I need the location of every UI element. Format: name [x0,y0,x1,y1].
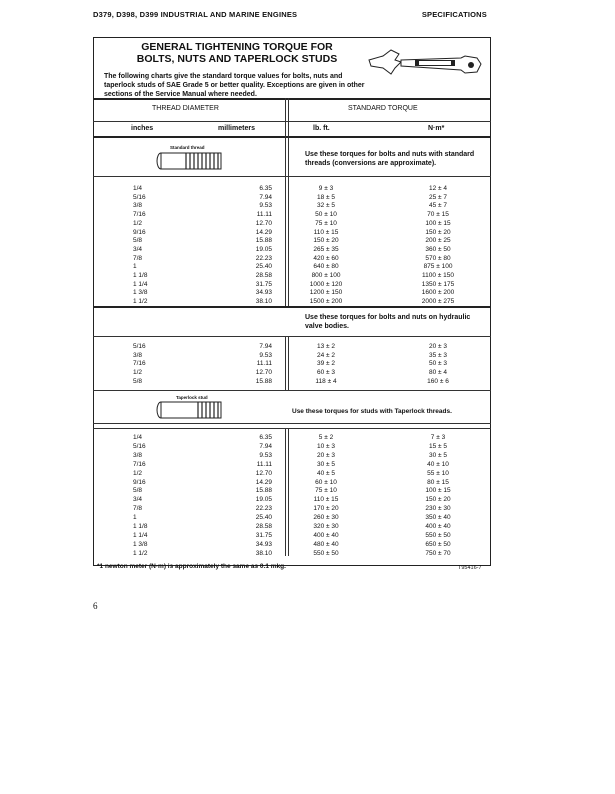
inches-cell: 3/8 [133,451,143,459]
header-inches: inches [131,125,154,132]
millimeters-cell: 34.93 [255,540,272,548]
millimeters-cell: 7.94 [259,193,272,201]
inches-cell: 1 1/8 [133,272,148,279]
inches-cell: 1 1/8 [133,523,148,530]
millimeters-cell: 14.29 [255,228,272,236]
millimeters-cell: 9.53 [259,451,272,459]
lb-ft-cell: 1200 ± 150 [309,289,343,297]
lb-ft-cell: 20 ± 3 [316,451,336,459]
standard-thread-icon [156,152,224,170]
table-title-line-2: BOLTS, NUTS AND TAPERLOCK STUDS [136,53,338,65]
lb-ft-cell: 170 ± 20 [313,505,339,513]
lb-ft-cell: 640 ± 80 [313,263,339,271]
table-row [0,378,615,388]
lb-ft-cell: 60 ± 3 [316,369,336,377]
newton-meters-cell: 45 ± 7 [428,202,448,210]
lb-ft-cell: 550 ± 50 [313,549,339,557]
inches-cell: 5/16 [133,193,146,201]
millimeters-cell: 12.70 [255,219,272,227]
inches-cell: 7/8 [133,254,143,262]
lb-ft-cell: 18 ± 5 [316,193,336,201]
inches-cell: 1 3/8 [133,540,148,548]
running-header-right: SPECIFICATIONS [421,10,487,19]
newton-meters-cell: 230 ± 30 [425,505,451,513]
lb-ft-cell: 110 ± 15 [313,228,339,236]
inches-cell: 1 1/2 [133,298,148,306]
lb-ft-cell: 39 ± 2 [316,360,336,368]
table-row [0,550,615,560]
newton-meters-cell: 2000 ± 275 [421,298,455,306]
inches-cell: 1/2 [133,469,143,477]
header-lb-ft: lb. ft. [313,125,330,132]
footnote: *1 newton meter (N·m) is approximately the same as 0.1 mkg. [97,563,286,570]
lb-ft-cell: 260 ± 30 [313,514,339,522]
millimeters-cell: 6.35 [259,185,272,192]
lb-ft-cell: 50 ± 10 [315,211,337,219]
millimeters-cell: 9.53 [259,351,272,359]
inches-cell: 3/8 [133,351,143,359]
millimeters-cell: 28.58 [255,523,272,530]
lb-ft-cell: 118 ± 4 [315,377,337,385]
millimeters-cell: 12.70 [255,369,272,377]
millimeters-cell: 15.88 [255,377,272,385]
millimeters-cell: 6.35 [259,434,272,441]
millimeters-cell: 15.88 [255,487,272,495]
newton-meters-cell: 150 ± 20 [425,496,451,504]
inches-cell: 7/16 [133,360,146,368]
inches-cell: 5/16 [133,343,146,350]
millimeters-cell: 12.70 [255,469,272,477]
inches-cell: 5/16 [133,442,146,450]
newton-meters-cell: 20 ± 3 [428,343,448,350]
lb-ft-cell: 110 ± 15 [313,496,339,504]
inches-cell: 7/16 [133,211,146,219]
inches-cell: 3/4 [133,496,143,504]
millimeters-cell: 11.11 [256,360,272,368]
lb-ft-cell: 9 ± 3 [318,185,334,192]
newton-meters-cell: 30 ± 5 [428,451,448,459]
lb-ft-cell: 800 ± 100 [311,272,341,279]
lb-ft-cell: 30 ± 5 [316,460,336,468]
newton-meters-cell: 1600 ± 200 [421,289,455,297]
inches-cell: 9/16 [133,478,146,486]
millimeters-cell: 31.75 [255,531,272,539]
millimeters-cell: 14.29 [255,478,272,486]
newton-meters-cell: 160 ± 6 [427,377,449,385]
figure-code: T95416-7 [458,565,482,571]
lb-ft-cell: 40 ± 5 [316,469,336,477]
header-millimeters: millimeters [218,125,255,132]
newton-meters-cell: 350 ± 40 [425,514,451,522]
lb-ft-cell: 320 ± 30 [313,523,339,530]
millimeters-cell: 19.05 [255,245,272,253]
intro-paragraph: The following charts give the standard torque values for bolts, nuts and taperlock studs of SAE Grade 5 or better quality. Exceptions are given in other sections of the Service Manual where needed. [104,73,365,98]
newton-meters-cell: 70 ± 15 [427,211,449,219]
lb-ft-cell: 13 ± 2 [316,343,336,350]
lb-ft-cell: 1500 ± 200 [309,298,343,306]
millimeters-cell: 31.75 [255,280,272,288]
newton-meters-cell: 360 ± 50 [425,245,451,253]
table-row [0,298,615,308]
newton-meters-cell: 400 ± 40 [425,523,451,530]
inches-cell: 1 [133,514,137,522]
newton-meters-cell: 12 ± 4 [428,185,448,192]
newton-meters-cell: 35 ± 3 [428,351,448,359]
newton-meters-cell: 750 ± 70 [425,549,451,557]
lb-ft-cell: 75 ± 10 [315,219,337,227]
millimeters-cell: 38.10 [255,298,272,306]
lb-ft-cell: 1000 ± 120 [309,280,343,288]
newton-meters-cell: 1100 ± 150 [421,272,454,279]
newton-meters-cell: 200 ± 25 [425,237,451,245]
millimeters-cell: 15.88 [255,237,272,245]
millimeters-cell: 28.58 [255,272,272,279]
inches-cell: 1 1/4 [133,280,148,288]
newton-meters-cell: 80 ± 15 [427,478,449,486]
inches-cell: 5/8 [133,377,143,385]
inches-cell: 1/2 [133,369,143,377]
lb-ft-cell: 265 ± 35 [313,245,339,253]
standard-thread-note: Use these torques for bolts and nuts with standard threads (conversions are approximate). [305,151,475,167]
newton-meters-cell: 25 ± 7 [428,193,448,201]
newton-meters-cell: 100 ± 15 [425,487,451,495]
inches-cell: 1 3/8 [133,289,148,297]
newton-meters-cell: 875 ± 100 [423,263,453,271]
header-thread-diameter: THREAD DIAMETER [152,105,219,112]
inches-cell: 5/8 [133,487,143,495]
standard-thread-label: Standard thread [170,145,205,150]
millimeters-cell: 7.94 [259,442,272,450]
newton-meters-cell: 650 ± 50 [425,540,451,548]
inches-cell: 1/2 [133,219,143,227]
inches-cell: 7/16 [133,460,146,468]
newton-meters-cell: 1350 ± 175 [421,280,455,288]
inches-cell: 1/4 [133,185,143,192]
newton-meters-cell: 150 ± 20 [425,228,451,236]
page-number: 6 [93,601,98,611]
taperlock-stud-label: Taperlock stud [176,395,208,400]
millimeters-cell: 9.53 [259,202,272,210]
lb-ft-cell: 60 ± 10 [315,478,337,486]
taperlock-stud-icon [156,401,224,419]
lb-ft-cell: 480 ± 40 [313,540,339,548]
newton-meters-cell: 80 ± 4 [428,369,448,377]
inches-cell: 1 [133,263,137,271]
millimeters-cell: 25.40 [255,514,272,522]
wrench-illustration [365,46,487,80]
newton-meters-cell: 570 ± 80 [425,254,451,262]
inches-cell: 1/4 [133,434,143,441]
taperlock-note: Use these torques for studs with Taperlock threads. [292,408,452,415]
inches-cell: 3/4 [133,245,143,253]
millimeters-cell: 22.23 [255,254,272,262]
inches-cell: 5/8 [133,237,143,245]
running-header-left: D379, D398, D399 INDUSTRIAL AND MARINE ENGINES [93,10,298,19]
inches-cell: 9/16 [133,228,146,236]
newton-meters-cell: 40 ± 10 [427,460,449,468]
lb-ft-cell: 32 ± 5 [316,202,336,210]
header-newton-meters: N·m* [428,125,445,132]
lb-ft-cell: 5 ± 2 [318,434,334,441]
newton-meters-cell: 50 ± 3 [428,360,448,368]
lb-ft-cell: 24 ± 2 [316,351,336,359]
table-title-line-1: GENERAL TIGHTENING TORQUE FOR [141,41,333,53]
millimeters-cell: 25.40 [255,263,272,271]
inches-cell: 3/8 [133,202,143,210]
millimeters-cell: 11.11 [256,460,272,468]
inches-cell: 1 1/4 [133,531,148,539]
newton-meters-cell: 55 ± 10 [427,469,449,477]
inches-cell: 1 1/2 [133,549,148,557]
lb-ft-cell: 400 ± 40 [313,531,339,539]
header-standard-torque: STANDARD TORQUE [348,105,418,112]
newton-meters-cell: 15 ± 5 [428,442,448,450]
newton-meters-cell: 550 ± 50 [425,531,451,539]
millimeters-cell: 34.93 [255,289,272,297]
millimeters-cell: 19.05 [255,496,272,504]
lb-ft-cell: 10 ± 3 [316,442,336,450]
newton-meters-cell: 7 ± 3 [430,434,446,441]
lb-ft-cell: 420 ± 60 [313,254,339,262]
lb-ft-cell: 150 ± 20 [313,237,339,245]
millimeters-cell: 11.11 [256,211,272,219]
millimeters-cell: 22.23 [255,505,272,513]
millimeters-cell: 38.10 [255,549,272,557]
newton-meters-cell: 100 ± 15 [425,219,451,227]
hydraulic-valve-note: Use these torques for bolts and nuts on hydraulic valve bodies. [305,314,471,330]
millimeters-cell: 7.94 [259,343,272,350]
lb-ft-cell: 75 ± 10 [315,487,337,495]
inches-cell: 7/8 [133,505,143,513]
